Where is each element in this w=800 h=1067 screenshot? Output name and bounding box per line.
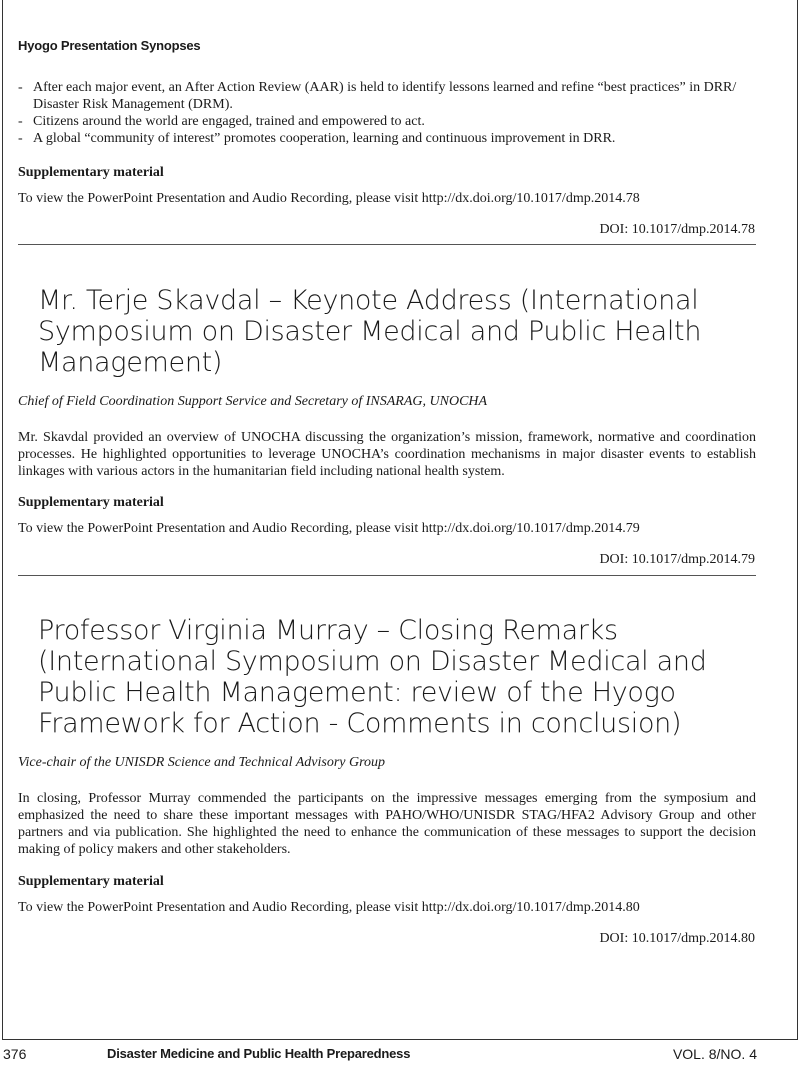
bullet-text: After each major event, an After Action Review (AAR) is held to identify lessons learned and refine “best practices” in DRR/ Disaster Risk Management (DRM). bbox=[33, 80, 737, 112]
supplementary-link-text[interactable]: To view the PowerPoint Presentation and Audio Recording, please visit http://dx.doi.org/10.1017/dmp.2014.80 bbox=[18, 900, 640, 915]
bullet-text: Citizens around the world are engaged, trained and empowered to act. bbox=[33, 114, 425, 129]
section-divider bbox=[18, 575, 756, 576]
supplementary-heading: Supplementary material bbox=[18, 495, 164, 510]
bullet-marker: - bbox=[18, 80, 23, 95]
supplementary-heading: Supplementary material bbox=[18, 874, 164, 889]
intro-bullet-list bbox=[18, 79, 760, 147]
bullet-marker: - bbox=[18, 131, 23, 146]
volume-issue: VOL. 8/NO. 4 bbox=[672, 1046, 757, 1062]
page-footer bbox=[0, 1046, 800, 1066]
running-header: Hyogo Presentation Synopses bbox=[18, 38, 201, 53]
list-item bbox=[18, 130, 760, 147]
author-affiliation: Chief of Field Coordination Support Service and Secretary of INSARAG, UNOCHA bbox=[18, 394, 488, 409]
bullet-marker: - bbox=[18, 114, 23, 129]
page-number: 376 bbox=[3, 1046, 27, 1062]
supplementary-link-text[interactable]: To view the PowerPoint Presentation and Audio Recording, please visit http://dx.doi.org/10.1017/dmp.2014.78 bbox=[18, 191, 640, 206]
doi-label[interactable]: DOI: 10.1017/dmp.2014.78 bbox=[599, 222, 755, 237]
article-title: Mr. Terje Skavdal – Keynote Address (International Symposium on Disaster Medical and Public Health Management) bbox=[38, 285, 702, 378]
supplementary-heading: Supplementary material bbox=[18, 165, 164, 180]
author-affiliation: Vice-chair of the UNISDR Science and Technical Advisory Group bbox=[18, 755, 386, 770]
bullet-text: A global “community of interest” promotes cooperation, learning and continuous improvement in DRR. bbox=[33, 131, 616, 146]
abstract-paragraph: Mr. Skavdal provided an overview of UNOCHA discussing the organization’s mission, framework, normative and coordination processes. He highlighted opportunities to leverage UNOCHA’s coordination mechanisms in major disaster events to establish linkages with various actors in the humanitarian field including national health system. bbox=[18, 430, 756, 479]
supplementary-link-text[interactable]: To view the PowerPoint Presentation and Audio Recording, please visit http://dx.doi.org/10.1017/dmp.2014.79 bbox=[18, 521, 640, 536]
list-item bbox=[18, 113, 760, 130]
section-divider bbox=[18, 244, 756, 245]
doi-label[interactable]: DOI: 10.1017/dmp.2014.79 bbox=[599, 552, 755, 567]
abstract-paragraph: In closing, Professor Murray commended the participants on the impressive messages emerging from the symposium and emphasized the need to share these important messages with PAHO/WHO/UNISDR STAG/HFA2 Advisory Group and other partners and via publication. She highlighted the need to enhance the communication of these messages to support the decision making of policy makers and other stakeholders. bbox=[18, 791, 756, 857]
journal-name: Disaster Medicine and Public Health Preparedness bbox=[107, 1046, 411, 1061]
doi-label[interactable]: DOI: 10.1017/dmp.2014.80 bbox=[599, 931, 755, 946]
list-item bbox=[18, 79, 760, 113]
article-title: Professor Virginia Murray – Closing Remarks (International Symposium on Disaster Medical and Public Health Management: review of the Hyogo Framework for Action - Comments in conclusion) bbox=[38, 615, 707, 739]
